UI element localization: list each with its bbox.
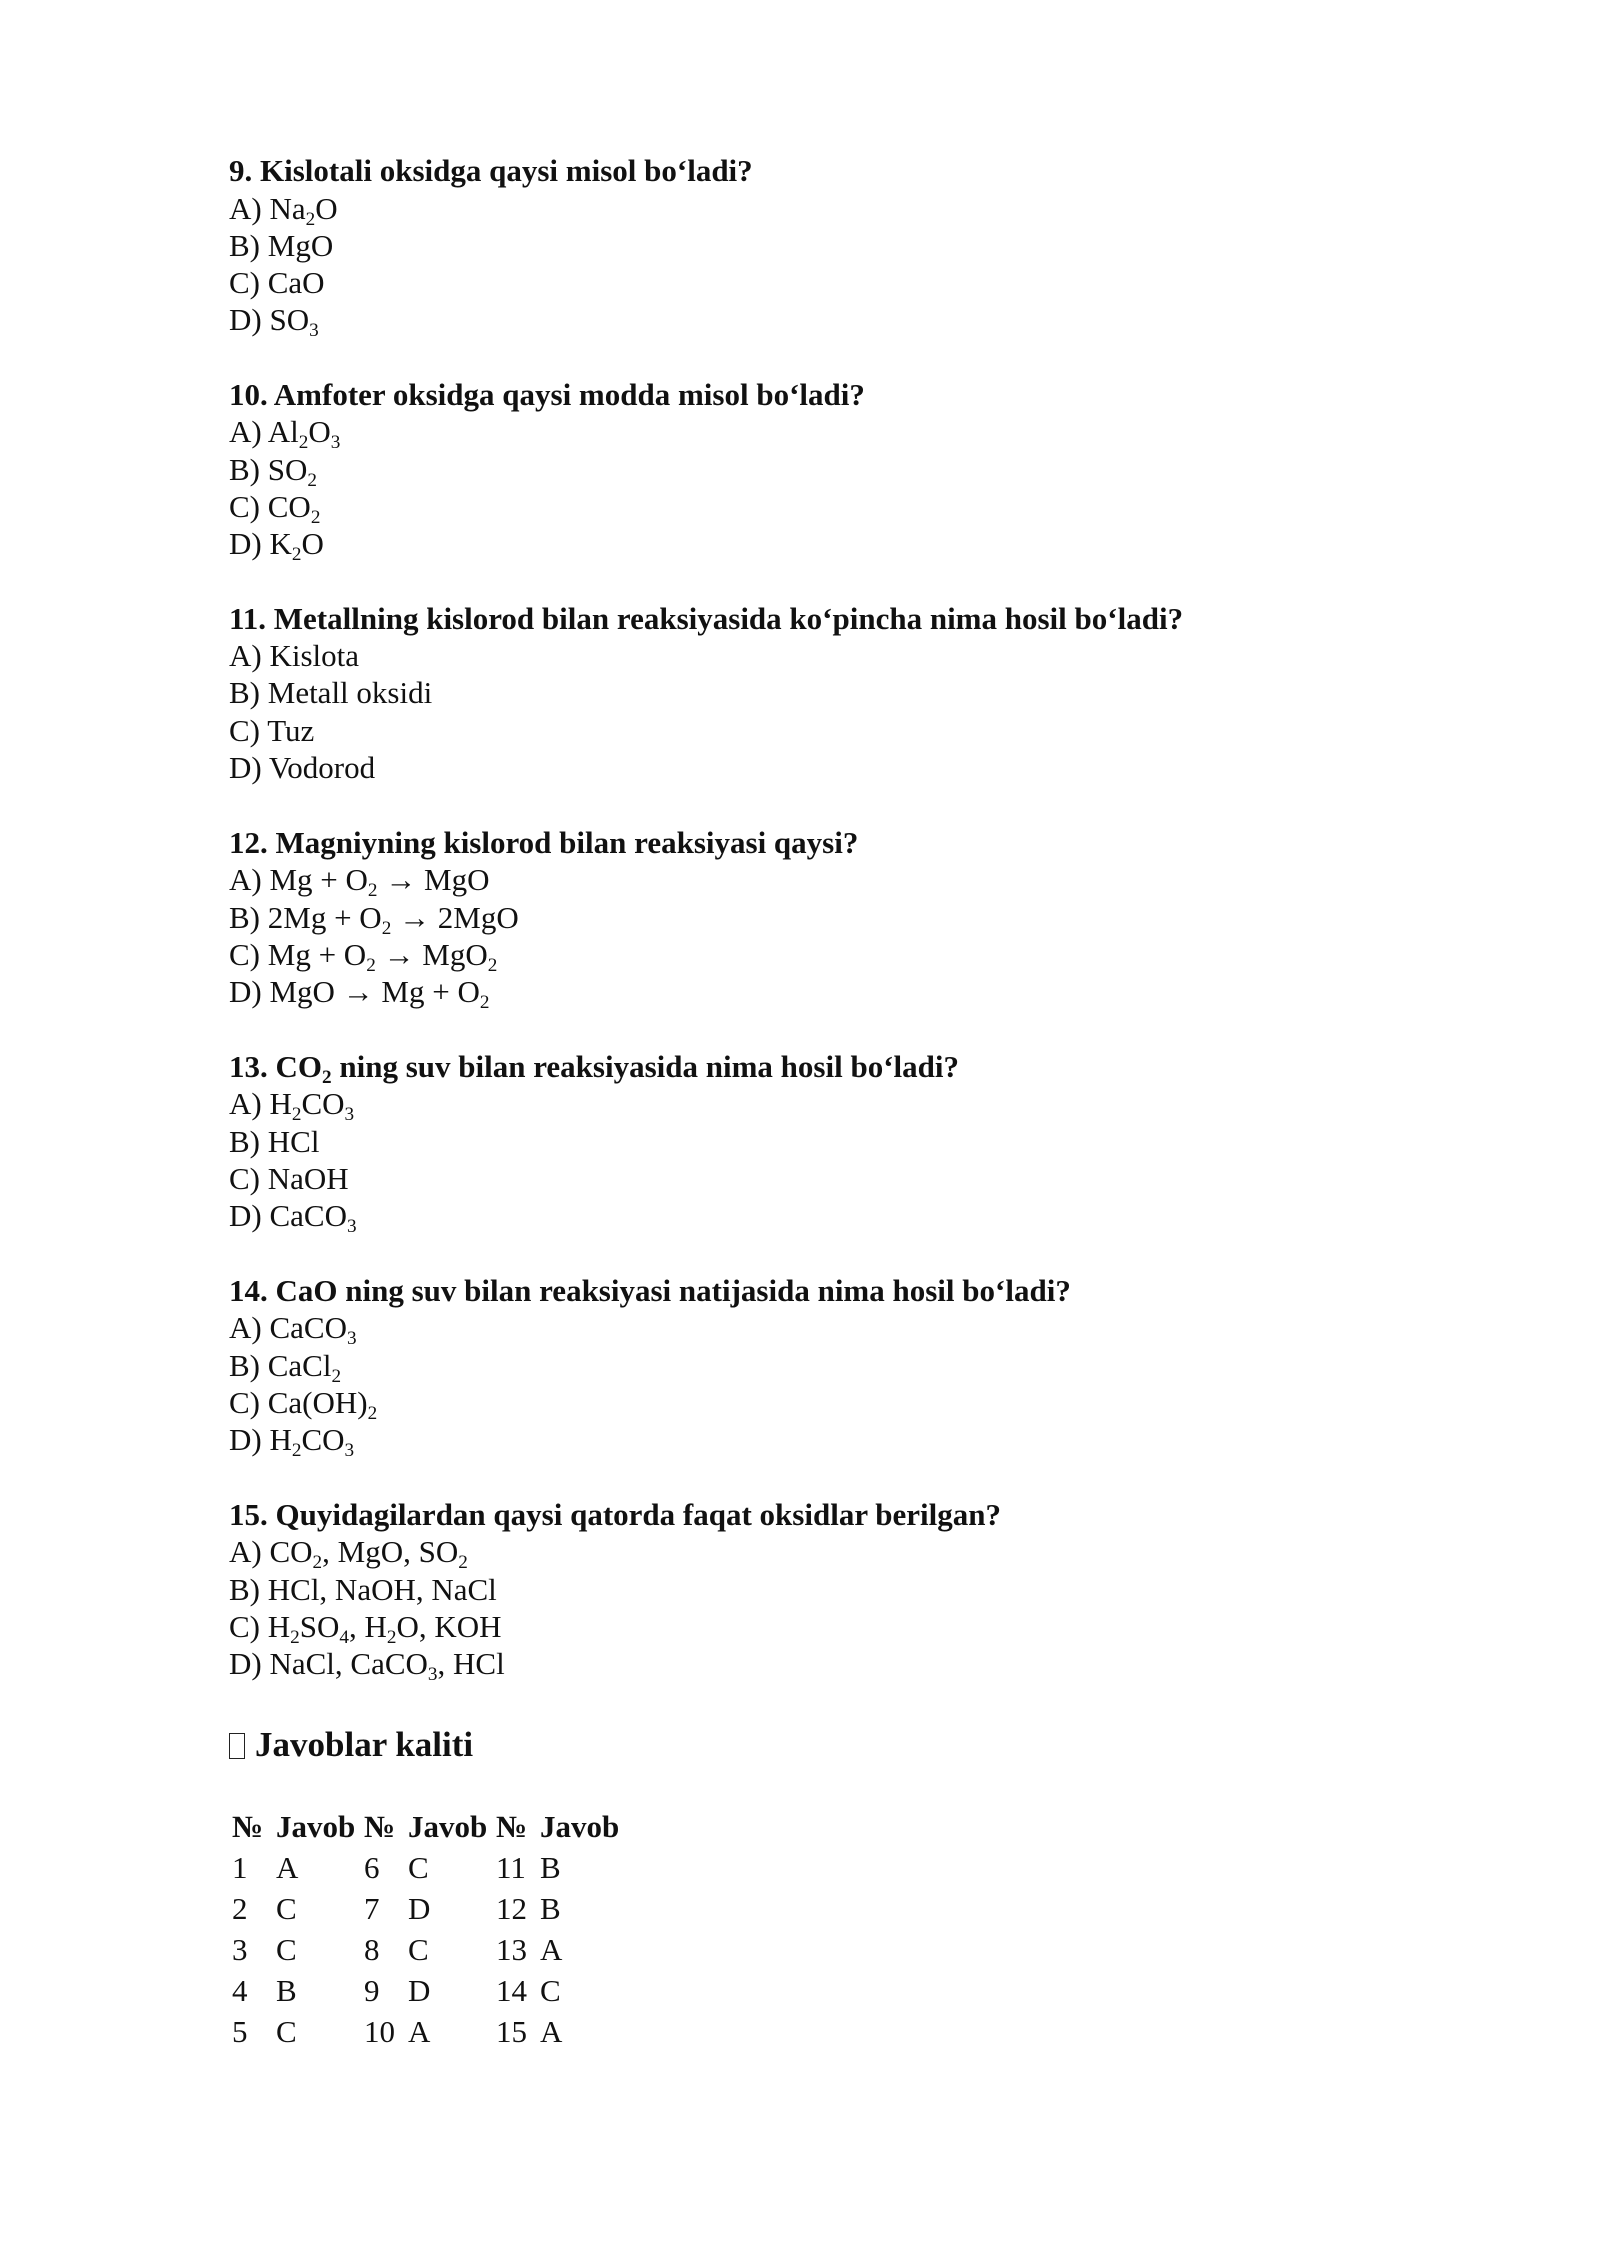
question-12-option-b: B) $2Mg + O_2 \to 2MgO$ <box>229 900 519 940</box>
question-11-option-b: B) Metall oksidi <box>229 675 433 710</box>
question-13-option-a: A) $H_2CO_3$ <box>229 1086 355 1126</box>
question-12-option-d: D) MgO → $Mg + O_2$ <box>229 974 490 1014</box>
answer-key-heading <box>229 1724 473 1766</box>
key-cell: 12 <box>496 1891 527 1926</box>
key-cell: 2 <box>232 1891 248 1926</box>
header-number-1: № <box>232 1809 264 1844</box>
key-cell: 15 <box>496 2014 527 2049</box>
header-answer-3: Javob <box>540 1809 620 1844</box>
question-14-option-c: C) $Ca(OH)_2$ <box>229 1385 378 1425</box>
key-cell: A <box>540 2014 563 2049</box>
key-cell: 4 <box>232 1973 248 2008</box>
key-cell: D <box>408 1891 431 1926</box>
key-cell: A <box>540 1932 563 1967</box>
question-12-option-c: C) $Mg + O_2 \to MgO_2$ <box>229 937 498 977</box>
key-cell: A <box>276 1850 299 1885</box>
question-15-option-c: C) $H_2SO_4$, $H_2O$, KOH <box>229 1609 502 1649</box>
answer-key-heading-text: Javoblar kaliti <box>255 1725 474 1764</box>
question-9-option-d: D) $SO_3$ <box>229 302 319 342</box>
question-15-option-a: A) $CO_2$, MgO, $SO_2$ <box>229 1534 468 1574</box>
question-10-title: 10. Amfoter oksidga qaysi modda misol bo‘ladi? <box>229 377 865 412</box>
key-cell: C <box>276 1932 297 1967</box>
question-15-option-b: B) HCl, NaOH, NaCl <box>229 1572 497 1607</box>
question-13-option-c: C) NaOH <box>229 1161 349 1196</box>
question-11-option-a: A) Kislota <box>229 638 360 673</box>
question-13-option-d: D) CaCO$_3$ <box>229 1198 357 1238</box>
question-9-title: 9. Kislotali oksidga qaysi misol bo‘ladi? <box>229 153 753 188</box>
header-number-2: № <box>364 1809 396 1844</box>
question-13-title: 13. $CO_2$ ning suv bilan reaksiyasida nima hosil bo‘ladi? <box>229 1049 959 1089</box>
key-cell: 14 <box>496 1973 527 2008</box>
key-cell: C <box>276 2014 297 2049</box>
key-cell: 5 <box>232 2014 248 2049</box>
key-cell: B <box>540 1850 561 1885</box>
header-number-3: № <box>496 1809 528 1844</box>
key-cell: 1 <box>232 1850 248 1885</box>
key-cell: 8 <box>364 1932 380 1967</box>
question-14-option-a: A) CaCO$_3$ <box>229 1310 357 1350</box>
key-cell: C <box>408 1850 429 1885</box>
key-cell: 11 <box>496 1850 526 1885</box>
missing-glyph-icon <box>229 1733 245 1759</box>
key-cell: B <box>276 1973 297 2008</box>
question-11-option-c: C) Tuz <box>229 713 315 748</box>
question-10-option-c: C) $CO_2$ <box>229 489 321 529</box>
question-15-option-d: D) NaCl, CaCO$_3$, HCl <box>229 1646 505 1686</box>
question-10-option-b: B) $SO_2$ <box>229 452 317 492</box>
key-cell: D <box>408 1973 431 2008</box>
question-14-title: 14. CaO ning suv bilan reaksiyasi natijasida nima hosil bo‘ladi? <box>229 1273 1071 1308</box>
question-14-option-d: D) $H_2CO_3$ <box>229 1422 355 1462</box>
question-11-option-d: D) Vodorod <box>229 750 376 785</box>
question-11-title: 11. Metallning kislorod bilan reaksiyasida ko‘pincha nima hosil bo‘ladi? <box>229 601 1184 636</box>
key-cell: A <box>408 2014 431 2049</box>
key-cell: 10 <box>364 2014 395 2049</box>
key-cell: C <box>276 1891 297 1926</box>
question-12-option-a: A) $Mg + O_2$ → MgO <box>229 862 490 902</box>
key-cell: 13 <box>496 1932 527 1967</box>
key-cell: B <box>540 1891 561 1926</box>
header-answer-2: Javob <box>408 1809 488 1844</box>
question-9-option-b: B) MgO <box>229 228 334 263</box>
question-15-title: 15. Quyidagilardan qaysi qatorda faqat oksidlar berilgan? <box>229 1497 1001 1532</box>
question-9-option-a: A) $Na_2O$ <box>229 191 338 231</box>
key-cell: 7 <box>364 1891 380 1926</box>
question-10-option-d: D) $K_2O$ <box>229 526 324 566</box>
question-12-title: 12. Magniyning kislorod bilan reaksiyasi qaysi? <box>229 825 859 860</box>
header-answer-1: Javob <box>276 1809 356 1844</box>
key-cell: C <box>408 1932 429 1967</box>
question-13-option-b: B) HCl <box>229 1124 320 1159</box>
key-cell: 9 <box>364 1973 380 2008</box>
key-cell: 3 <box>232 1932 248 1967</box>
question-14-option-b: B) CaCl$_2$ <box>229 1348 342 1388</box>
key-cell: C <box>540 1973 561 2008</box>
question-9-option-c: C) CaO <box>229 265 325 300</box>
key-cell: 6 <box>364 1850 380 1885</box>
question-10-option-a: A) $Al_2O_3$ <box>229 414 341 454</box>
